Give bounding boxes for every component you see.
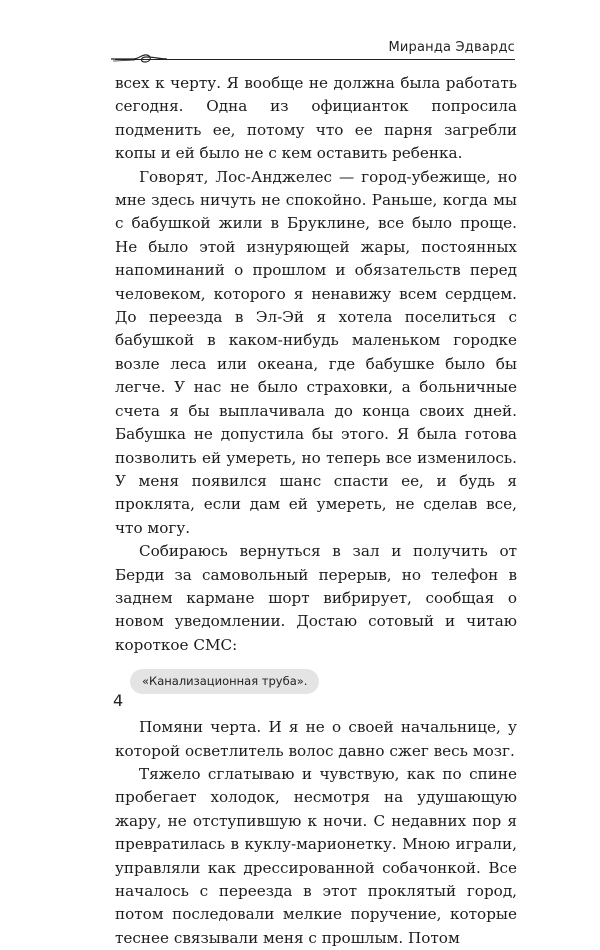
sms-message	[130, 669, 517, 694]
paragraph: Собираюсь вернуться в зал и получить от Берди за самовольный перерыв, но телефон в заднем кармане шорт вибрирует, сообщая о новом уведомлении. Достаю сотовый и читаю короткое СМС:	[115, 542, 517, 654]
body-text	[115, 72, 517, 950]
sms-bubble: «Канализационная труба».	[130, 669, 319, 694]
header-rule	[115, 59, 515, 60]
paragraph: Тяжело сглатываю и чувствую, как по спине пробегает холодок, несмотря на удушающую жару, не отступившую к ночи. С недавних пор я превратилась в куклу-марионетку. Мною играли, управляли как дрессированной собачонкой. Все началось с переезда в этот проклятый город, потом последовали мелкие поручение, которые теснее связывали меня с прошлым. Потом	[115, 764, 517, 947]
paragraph: всех к черту. Я вообще не должна была работать сегодня. Одна из официанток попросила подменить ее, потому что ее парня загребли копы и ей было не с кем оставить ребенка.	[115, 74, 517, 163]
paragraph: Говорят, Лос-Анджелес — город-убежище, но мне здесь ничуть не спокойно. Раньше, когда мы с бабушкой жили в Бруклине, все было проще. Не было этой изнуряющей жары, постоянных напоминаний о прошлом и обязательств перед человеком, которого я ненавижу всем сердцем. До переезда в Эл-Эй я хотела поселиться с бабушкой в каком-нибудь маленьком городке возле леса или океана, где бабушке было бы легче. У нас не было страховки, а больничные счета я бы выплачивала до конца своих дней. Бабушка не допустила бы этого. Я была готова позволить ей умереть, но теперь все изменилось. У меня появился шанс спасти ее, и будь я проклята, если дам ей умереть, не сделав все, что могу.	[115, 167, 517, 537]
page-number: 4	[113, 691, 124, 710]
paragraph: Помяни черта. И я не о своей начальнице, у которой осветлитель волос давно сжег весь мозг.	[115, 718, 517, 760]
running-header	[115, 40, 515, 60]
author-name: Миранда Эдвардс	[388, 40, 515, 55]
